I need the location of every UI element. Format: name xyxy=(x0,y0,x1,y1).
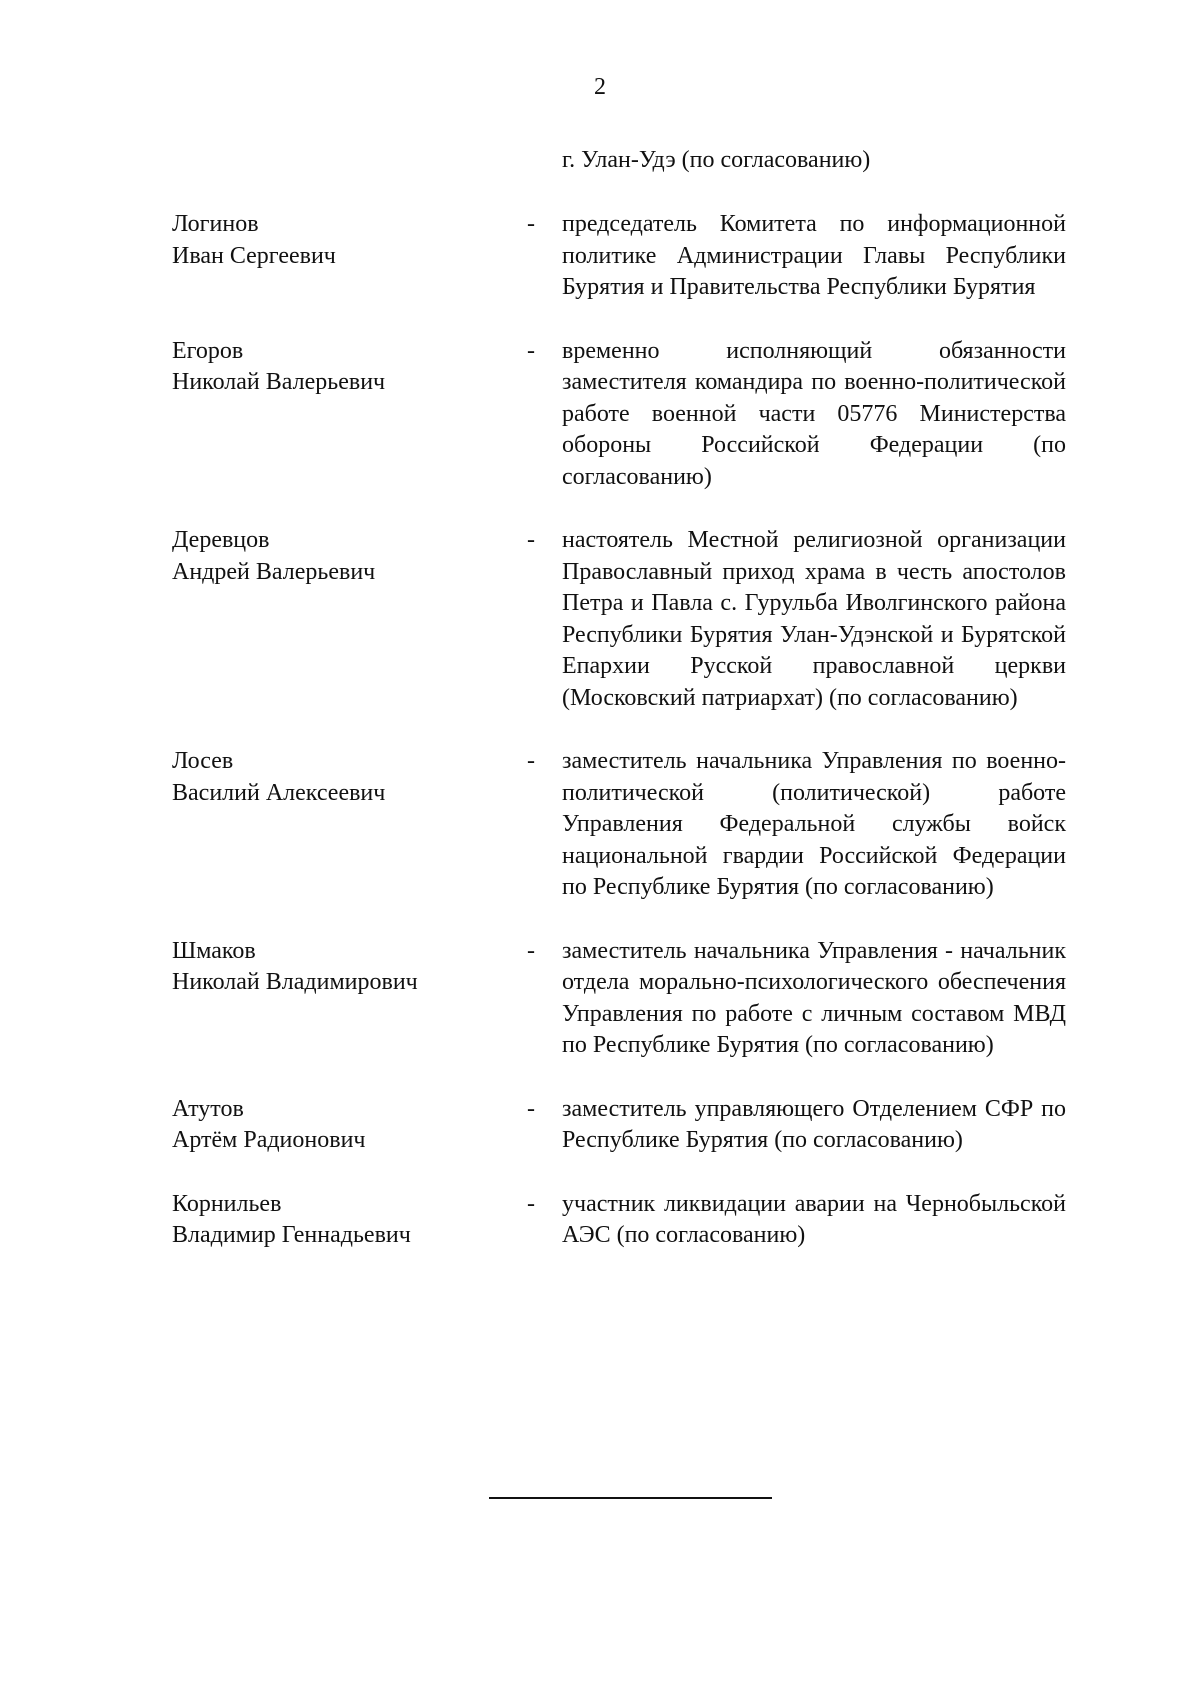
member-surname: Атутов xyxy=(172,1095,244,1122)
list-item xyxy=(172,336,1066,494)
continuation-text: г. Улан-Удэ (по согласованию) xyxy=(562,147,871,173)
member-given-names: Николай Валерьевич xyxy=(172,369,386,395)
list-item xyxy=(172,936,1066,1062)
dash-separator: - xyxy=(527,1095,535,1122)
dash-separator: - xyxy=(527,337,535,364)
member-given-names: Артём Радионович xyxy=(172,1127,366,1153)
member-name xyxy=(172,746,527,809)
member-name xyxy=(172,525,527,588)
member-position: заместитель начальника Управления - начальник отдела морально-психологического обеспечения Управления по работе с личным составом МВД по Республике Бурятия (по согласованию) xyxy=(562,937,1066,1058)
member-name xyxy=(172,936,527,999)
list-item xyxy=(172,525,1066,714)
member-list xyxy=(172,209,1066,1252)
member-position: участник ликвидации аварии на Чернобыльской АЭС (по согласованию) xyxy=(562,1190,1066,1248)
dash-separator: - xyxy=(527,211,535,237)
member-name xyxy=(172,1094,527,1157)
member-position: временно исполняющий обязанности заместителя командира по военно-политической работе военной части 05776 Министерства обороны Российской Федерации (по согласованию) xyxy=(562,337,1066,490)
member-name xyxy=(172,1189,527,1252)
dash-separator: - xyxy=(527,527,535,553)
list-item xyxy=(172,209,1066,304)
member-given-names: Иван Сергеевич xyxy=(172,242,336,269)
list-item xyxy=(172,746,1066,904)
member-position: председатель Комитета по информационной политике Администрации Главы Республики Бурятия и Правительства Республики Бурятия xyxy=(562,211,1066,300)
member-surname: Егоров xyxy=(172,337,244,364)
member-position: настоятель Местной религиозной организации Православный приход храма в честь апостолов Петра и Павла с. Гурульба Иволгинского района Республики Бурятия Улан-Удэнской и Бурятской Епархии Русской православной церкви (Московский патриархат) (по согласованию) xyxy=(562,527,1066,711)
dash-separator: - xyxy=(527,748,535,774)
list-item xyxy=(172,1189,1066,1252)
dash-separator: - xyxy=(527,1190,535,1217)
member-position: заместитель управляющего Отделением СФР по Республике Бурятия (по согласованию) xyxy=(562,1095,1066,1153)
member-surname: Корнильев xyxy=(172,1190,282,1217)
member-surname: Лосев xyxy=(172,748,234,774)
member-surname: Шмаков xyxy=(172,937,256,964)
list-item xyxy=(172,1094,1066,1157)
member-surname: Деревцов xyxy=(172,527,270,553)
page-number: 2 xyxy=(594,74,606,100)
member-given-names: Николай Владимирович xyxy=(172,969,418,995)
dash-separator: - xyxy=(527,937,535,964)
member-given-names: Владимир Геннадьевич xyxy=(172,1222,411,1248)
member-position: заместитель начальника Управления по военно-политической (политической) работе Управления Федеральной службы войск национальной гвардии Российской Федерации по Республике Бурятия (по согласованию) xyxy=(562,748,1066,900)
member-surname: Логинов xyxy=(172,211,259,237)
member-given-names: Василий Алексеевич xyxy=(172,779,386,806)
member-given-names: Андрей Валерьевич xyxy=(172,558,376,585)
end-of-list-rule xyxy=(489,1497,772,1499)
member-name xyxy=(172,336,527,399)
member-name xyxy=(172,209,527,272)
